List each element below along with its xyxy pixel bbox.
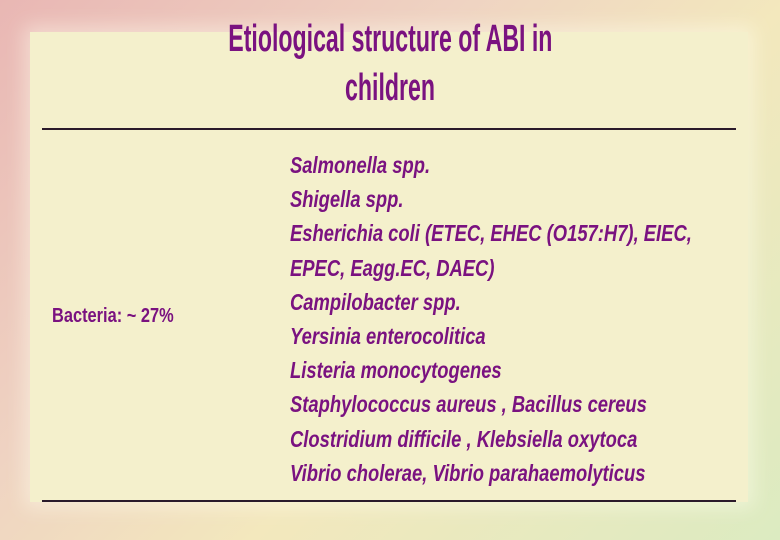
list-item: Campilobacter spp. — [290, 288, 461, 315]
list-item: Staphylococcus aureus , Bacillus cereus — [290, 391, 647, 418]
title-line-2: children — [345, 67, 435, 109]
title-line-1: Etiological structure of ABI in — [227, 17, 553, 60]
bottom-divider — [42, 500, 736, 502]
list-item: Vibrio cholerae, Vibrio parahaemolyticus — [290, 459, 646, 486]
organism-list — [290, 148, 780, 490]
list-item: Clostridium difficile , Klebsiella oxytoca — [290, 425, 638, 452]
list-item: Listeria monocytogenes — [290, 357, 502, 384]
list-item: Yersinia enterocolitica — [290, 322, 486, 349]
title-divider — [42, 128, 736, 130]
slide-title — [0, 0, 780, 128]
list-item: Salmonella spp. — [290, 152, 431, 178]
list-item: Shigella spp. — [290, 186, 404, 213]
bacteria-share-label: Bacteria: ~ 27% — [52, 305, 174, 327]
list-item: Esherichia coli (ETEC, EHEC (O157:H7), EIEC, — [290, 220, 692, 247]
list-item: EPEC, Eagg.EC, DAEC) — [290, 254, 495, 281]
